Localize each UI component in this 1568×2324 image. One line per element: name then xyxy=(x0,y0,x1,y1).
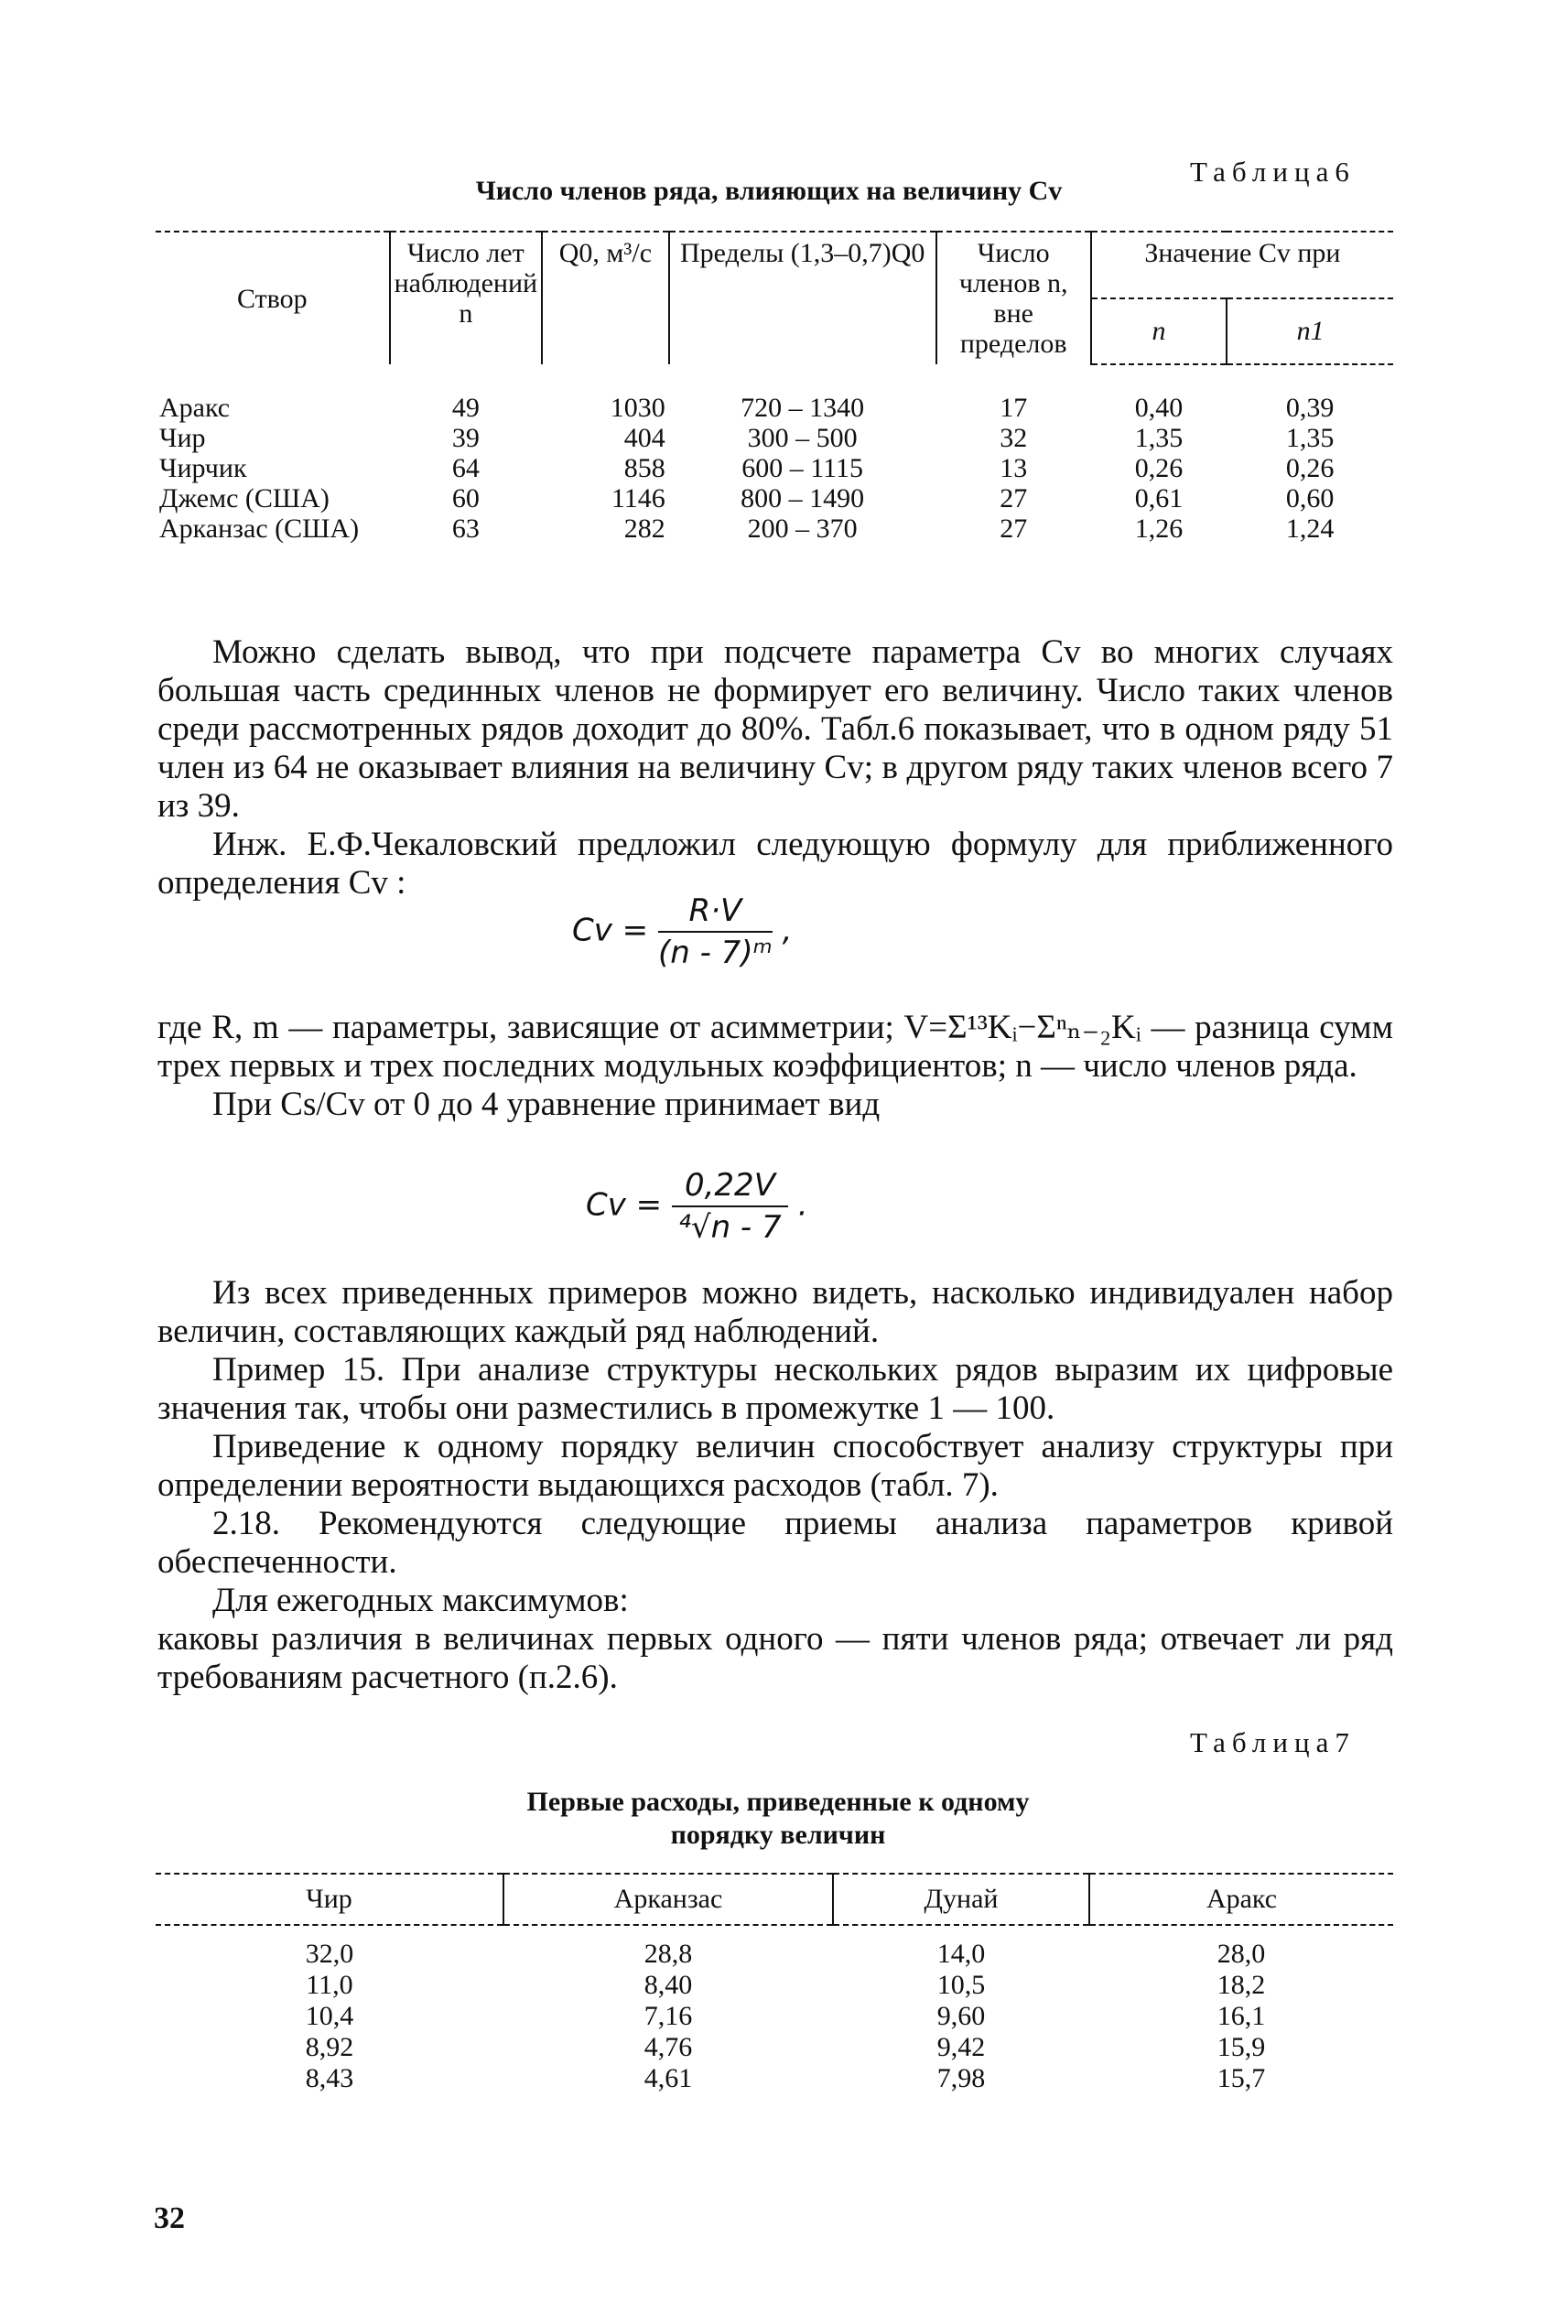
cell-years: 49 xyxy=(451,392,480,423)
header-araks: Аракс xyxy=(1089,1874,1393,1925)
cell-members: 32 xyxy=(1000,423,1028,453)
cell-cv-n1: 0,60 xyxy=(1285,483,1335,513)
table-row xyxy=(156,423,1393,453)
cell-cv-n: 0,61 xyxy=(1134,483,1184,513)
header-members: Число членов n, вне пределов xyxy=(936,232,1091,364)
paragraph-cs-cv: При Cs/Cv от 0 до 4 уравнение принимает вид xyxy=(212,1086,881,1123)
table7-label: Таблица7 xyxy=(1190,1726,1356,1758)
formula-fraction xyxy=(658,892,773,971)
cell-cv-n1: 0,26 xyxy=(1285,453,1335,483)
cell-q0: 282 xyxy=(623,513,665,544)
text-block-2 xyxy=(157,1009,1393,1124)
formula-fraction xyxy=(672,1167,788,1246)
formula-cv-simplified xyxy=(586,1167,808,1246)
header-cv-n1: n1 xyxy=(1227,298,1393,365)
cell-station: Аракс xyxy=(159,392,231,423)
cell-years: 39 xyxy=(451,423,480,453)
cell-cv-n: 1,26 xyxy=(1134,513,1184,544)
page-number: 32 xyxy=(154,2201,185,2235)
table7-caption-line2: порядку величин xyxy=(670,1820,886,1850)
header-danube: Дунай xyxy=(833,1874,1089,1925)
cell-value: 18,2 xyxy=(1217,1970,1266,2000)
cell-station: Арканзас (США) xyxy=(159,513,360,544)
formula-lhs: Cv = xyxy=(572,912,649,949)
cell-value: 11,0 xyxy=(306,1970,353,2000)
cell-station: Джемс (США) xyxy=(159,483,330,513)
cell-value: 8,40 xyxy=(643,1970,693,2000)
header-chir: Чир xyxy=(156,1874,503,1925)
cell-value: 8,92 xyxy=(305,2032,354,2062)
table6-caption: Число членов ряда, влияющих на величину Cv xyxy=(475,176,1063,206)
formula-denominator: (n - 7)ᵐ xyxy=(657,935,773,971)
text-block-1 xyxy=(157,633,1393,903)
formula-lhs: Cv = xyxy=(586,1186,663,1224)
cell-value: 15,7 xyxy=(1217,2063,1266,2093)
cell-members: 27 xyxy=(1000,513,1028,544)
cell-years: 60 xyxy=(451,483,480,513)
table7 xyxy=(156,1873,1393,2094)
header-cv-value: Значение Cv при xyxy=(1091,232,1393,298)
cell-value: 10,4 xyxy=(305,2001,354,2031)
paragraph-differences: каковы различия в величинах первых одного — пяти членов ряда; отвечает ли ряд требованиям расчетного (п.2.6). xyxy=(157,1620,1393,1696)
cell-value: 14,0 xyxy=(936,1939,986,1969)
paragraph-parameters: где R, m — параметры, зависящие от асимметрии; V=Σ¹³Kᵢ−Σⁿₙ₋₂Kᵢ — разница сумм трех первых и трех последних модульных коэффициентов; n — число членов ряда. xyxy=(157,1009,1393,1085)
formula-numerator: 0,22V xyxy=(672,1167,788,1207)
cell-value: 16,1 xyxy=(1217,2001,1266,2031)
table-row xyxy=(156,1970,1393,2001)
cell-cv-n1: 1,24 xyxy=(1285,513,1335,544)
cell-limits: 600 – 1115 xyxy=(741,453,864,483)
table6 xyxy=(156,231,1393,544)
header-years: Число лет наблюдений n xyxy=(390,232,543,364)
cell-members: 17 xyxy=(1000,392,1028,423)
paragraph-formula-intro: Инж. Е.Ф.Чекаловский предложил следующую формулу для приближенного определения Cv : xyxy=(157,826,1393,902)
formula-tail: , xyxy=(782,912,793,949)
cell-value: 4,61 xyxy=(643,2063,693,2093)
table7-caption-line1: Первые расходы, приведенные к одному xyxy=(526,1787,1030,1817)
cell-value: 4,76 xyxy=(643,2032,693,2062)
cell-value: 32,0 xyxy=(305,1939,354,1969)
cell-station: Чирчик xyxy=(159,453,247,483)
table-row xyxy=(156,2032,1393,2063)
cell-members: 27 xyxy=(1000,483,1028,513)
cell-value: 8,43 xyxy=(305,2063,354,2093)
paragraph-example-15: Пример 15. При анализе структуры нескольких рядов выразим их цифровые значения так, чтобы они разместились в промежутке 1 — 100. xyxy=(157,1351,1393,1427)
paragraph-annual-maxima: Для ежегодных максимумов: xyxy=(212,1582,629,1619)
cell-cv-n1: 0,39 xyxy=(1285,393,1335,423)
cell-limits: 800 – 1490 xyxy=(741,483,865,513)
formula-tail: . xyxy=(797,1186,808,1224)
table6-label: Таблица6 xyxy=(1190,156,1356,188)
table-row xyxy=(156,2063,1393,2094)
cell-value: 28,0 xyxy=(1217,1939,1266,1969)
cell-limits: 300 – 500 xyxy=(747,423,858,453)
cell-value: 28,8 xyxy=(643,1939,693,1969)
paragraph-conclusion: Можно сделать вывод, что при подсчете параметра Cv во многих случаях большая часть срединных членов не формирует его величину. Число таких членов среди рассмотренных рядов доходит до 80%. Табл.6 показывает, что в одном ряду 51 член из 64 не оказывает влияния на величину Cv; в другом ряду таких членов всего 7 из 39. xyxy=(157,633,1393,825)
cell-station: Чир xyxy=(159,423,206,453)
formula-numerator: R·V xyxy=(658,892,773,933)
cell-years: 63 xyxy=(451,513,480,544)
header-cv-n: n xyxy=(1091,298,1227,365)
cell-limits: 200 – 370 xyxy=(747,513,858,544)
table-row xyxy=(156,2001,1393,2032)
cell-members: 13 xyxy=(1000,453,1028,483)
cell-q0: 1146 xyxy=(611,483,665,513)
cell-value: 9,60 xyxy=(936,2001,986,2031)
cell-value: 15,9 xyxy=(1217,2032,1266,2062)
cell-value: 7,98 xyxy=(936,2063,986,2093)
cell-years: 64 xyxy=(451,453,480,483)
cell-value: 10,5 xyxy=(936,1970,986,2000)
table-row xyxy=(156,1925,1393,1970)
paragraph-examples: Из всех приведенных примеров можно видеть, насколько индивидуален набор величин, составляющих каждый ряд наблюдений. xyxy=(157,1274,1393,1350)
cell-q0: 858 xyxy=(623,453,665,483)
cell-cv-n1: 1,35 xyxy=(1285,423,1335,453)
table-row xyxy=(156,364,1393,423)
cell-value: 7,16 xyxy=(643,2001,693,2031)
header-station: Створ xyxy=(156,232,390,364)
cell-cv-n: 1,35 xyxy=(1134,423,1184,453)
text-block-3 xyxy=(157,1274,1393,1697)
table-row xyxy=(156,453,1393,483)
table-row xyxy=(156,513,1393,544)
formula-cv-chekalovsky xyxy=(572,892,792,971)
formula-denominator: ⁴√n - 7 xyxy=(678,1209,782,1246)
cell-cv-n: 0,40 xyxy=(1134,393,1184,423)
header-q0: Q0, м³/с xyxy=(542,232,669,364)
header-limits: Пределы (1,3–0,7)Q0 xyxy=(669,232,936,364)
cell-limits: 720 – 1340 xyxy=(741,392,865,423)
cell-cv-n: 0,26 xyxy=(1134,453,1184,483)
paragraph-2-18: 2.18. Рекомендуются следующие приемы анализа параметров кривой обеспеченности. xyxy=(157,1505,1393,1581)
cell-q0: 1030 xyxy=(610,392,665,423)
cell-value: 9,42 xyxy=(936,2032,986,2062)
cell-q0: 404 xyxy=(623,423,665,453)
table-row xyxy=(156,483,1393,513)
header-arkansas: Арканзас xyxy=(503,1874,833,1925)
paragraph-normalization: Приведение к одному порядку величин способствует анализу структуры при определении вероятности выдающихся расходов (табл. 7). xyxy=(157,1428,1393,1504)
